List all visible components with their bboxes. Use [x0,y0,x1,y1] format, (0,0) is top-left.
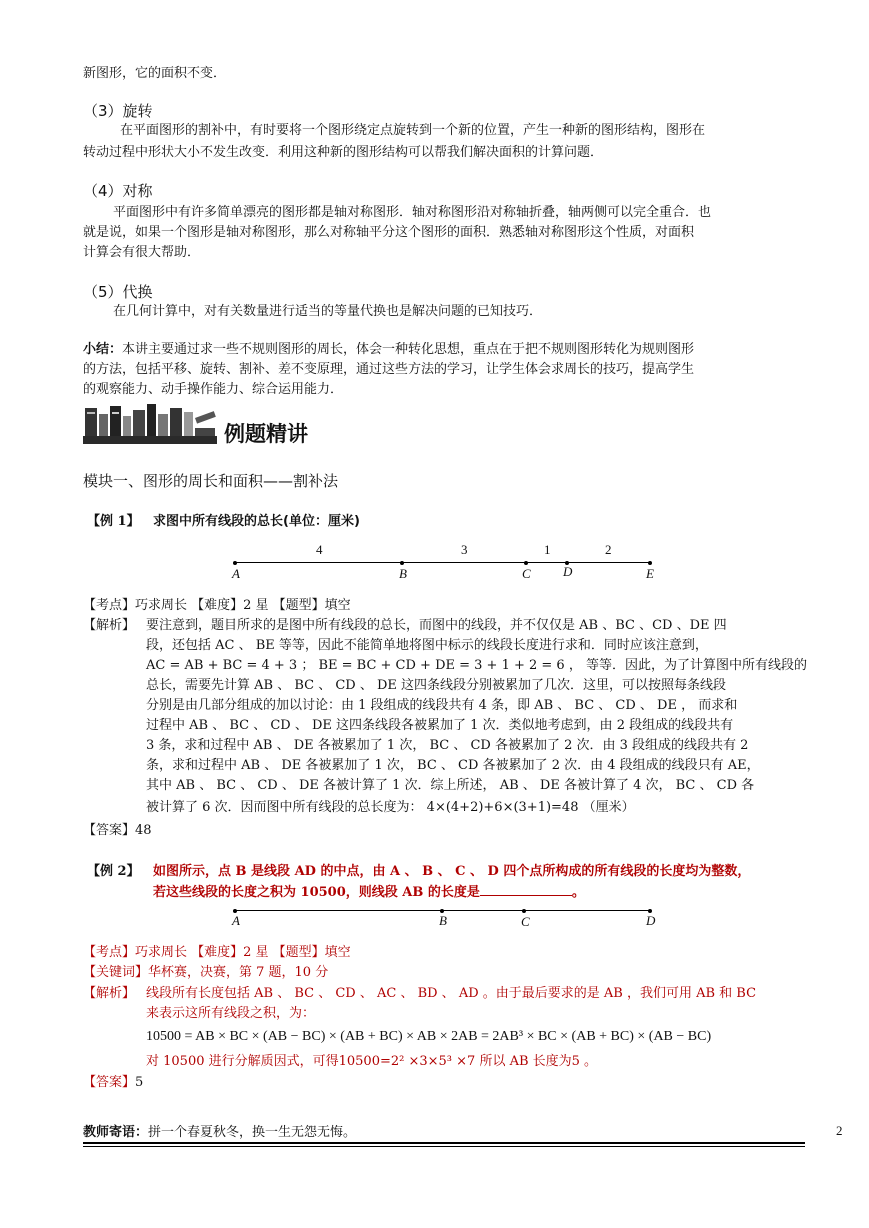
ex1-analysis-line-1: 要注意到，题目所求的是图中所有线段的总长，而图中的线段，并不仅仅是 AB 、BC 、CD 、DE 四 [146,618,727,633]
ex1-segment-diagram [230,544,660,580]
section-symmetry-line-2: 就是说，如果一个图形是轴对称图形，那么对称轴平分这个图形的面积．熟悉轴对称图形这个性质，对面积 [83,225,695,240]
footer-rule-thick [83,1142,805,1144]
section-rotate-line-1: 在平面图形的割补中，有时要将一个图形绕定点旋转到一个新的位置，产生一种新的图形结构，图形在 [120,123,706,138]
ex2-label-a: A [232,913,240,928]
ex2-analysis-line-3: 对 10500 进行分解质因式，可得10500=2² ×3×5³ ×7 所以 AB 长度为5 。 [146,1054,598,1069]
banner-title: 例题精讲 [224,422,308,446]
books-banner-icon [83,402,218,446]
ex1-length-de: 2 [605,542,612,557]
ex1-analysis-line-7: 3 条，求和过程中 AB 、 DE 各被累加了 1 次， BC 、 CD 各被累加了 2 次．由 3 段组成的线段共有 2 [146,738,749,753]
ex1-label-b: B [399,566,407,581]
ex1-analysis-line-2: 段，还包括 AC 、 BE 等等，因此不能简单地将图中标示的线段长度进行求和．同时应该注意到， [146,638,708,653]
ex1-analysis-line-8: 条，求和过程中 AB 、 DE 各被累加了 1 次， BC 、 CD 各被累加了 2 次．由 4 段组成的线段只有 AE， [146,758,760,773]
ex1-length-ab: 4 [316,542,323,557]
footer-label: 教师寄语： [83,1125,149,1140]
ex1-meta: 【考点】巧求周长 【难度】2 星 【题型】填空 [83,598,351,613]
summary-line-2: 的方法，包括平移、旋转、割补、差不变原理，通过这些方法的学习，让学生体会求周长的技巧，提高学生 [83,362,695,377]
ex1-line [235,562,651,563]
intro-tail: 新图形，它的面积不变． [83,66,227,81]
ex2-formula: 10500 = AB × BC × (AB − BC) × (AB + BC) × AB × 2AB = 2AB³ × BC × (AB + BC) × (AB − BC) [146,1029,712,1044]
section-rotate-line-2: 转动过程中形状大小不发生改变．利用这种新的图形结构可以帮我们解决面积的计算问题． [83,145,604,160]
ex1-analysis-line-3: AC = AB + BC = 4 + 3 ； BE = BC + CD + DE = 3 + 1 + 2 = 6 ， 等等．因此，为了计算图中所有线段的 [146,658,807,673]
ex1-analysis-label: 【解析】 [83,618,136,633]
ex1-length-bc: 3 [461,542,468,557]
ex2-segment-diagram [230,900,660,932]
section-substitution-line-1: 在几何计算中，对有关数量进行适当的等量代换也是解决问题的已知技巧． [113,304,543,319]
section-symmetry-line-3: 计算会有很大帮助． [83,245,201,260]
ex2-analysis-label: 【解析】 [83,986,136,1001]
ex1-analysis-line-9: 其中 AB 、 BC 、 CD 、 DE 各被计算了 1 次．综上所述， AB 、 DE 各被计算了 4 次， BC 、 CD 各 [146,778,755,793]
section-title-substitution: （5）代换 [83,283,153,301]
ex1-analysis-line-10: 被计算了 6 次．因而图中所有线段的总长度为： 4×(4+2)+6×(3+1)=48 （厘米） [146,800,635,815]
ex1-label-d: D [563,564,573,579]
ex2-label-b: B [439,913,447,928]
ex2-analysis-line-2: 来表示这所有线段之积，为： [146,1006,316,1021]
page-number: 2 [836,1123,843,1138]
ex2-question-line-1: 如图所示，点 B 是线段 AD 的中点，由 A 、 B 、 C 、 D 四个点所构成的所有线段的长度均为整数， [153,864,751,879]
section-title-symmetry: （4）对称 [83,182,153,200]
ex2-answer-value: 5 [135,1075,144,1090]
ex1-length-cd: 1 [544,542,551,557]
section-symmetry-line-1: 平面图形中有许多简单漂亮的图形都是轴对称图形．轴对称图形沿对称轴折叠，轴两侧可以完全重合．也 [113,205,712,220]
ex1-label-e: E [646,566,654,581]
summary-line-1: 小结：本讲主要通过求一些不规则图形的周长，体会一种转化思想，重点在于把不规则图形转化为规则图形 [83,342,695,357]
ex1-analysis-line-6: 过程中 AB 、 BC 、 CD 、 DE 这四条线段各被累加了 1 次．类似地考虑到，由 2 段组成的线段共有 [146,718,734,733]
ex1-answer: 【答案】48 [83,823,152,838]
ex2-label: 【例 2】 [87,864,140,879]
ex2-question-line-2: 若这些线段的长度之积为 10500，则线段 AB 的长度是 。 [153,882,585,903]
ex1-label: 【例 1】 [87,514,140,529]
ex2-analysis-line-1: 线段所有长度包括 AB 、 BC 、 CD 、 AC 、 BD 、 AD 。由于最后要求的是 AB ，我们可用 AB 和 BC [146,986,757,1001]
ex2-keywords: 【关键词】华杯赛，决赛，第 7 题，10 分 [83,965,329,980]
ex2-answer-blank [480,882,572,896]
ex2-label-d: D [646,913,656,928]
summary-label: 小结： [83,342,123,357]
ex1-label-a: A [232,566,240,581]
ex2-answer-label: 【答案】 [83,1075,136,1090]
ex1-label-c: C [522,566,531,581]
ex2-meta: 【考点】巧求周长 【难度】2 星 【题型】填空 [83,945,351,960]
footer-rule-thin [83,1146,805,1147]
ex1-analysis-line-4: 总长，需要先计算 AB 、 BC 、 CD 、 DE 这四条线段分别被累加了几次．这里，可以按照每条线段 [146,678,727,693]
ex2-label-c: C [521,914,530,929]
ex2-answer-row [83,1073,143,1093]
module-title: 模块一、图形的周长和面积——割补法 [83,472,339,490]
footer-motto: 教师寄语：拼一个春夏秋冬，换一生无怨无悔。 [83,1125,357,1140]
summary-line-3: 的观察能力、动手操作能力、综合运用能力． [83,382,344,397]
ex1-question: 求图中所有线段的总长(单位：厘米) [153,514,360,529]
ex1-analysis-line-5: 分别是由几部分组成的加以讨论：由 1 段组成的线段共有 4 条，即 AB 、 BC 、 CD 、 DE ， 而求和 [146,698,738,713]
section-title-rotate: （3）旋转 [83,102,153,120]
